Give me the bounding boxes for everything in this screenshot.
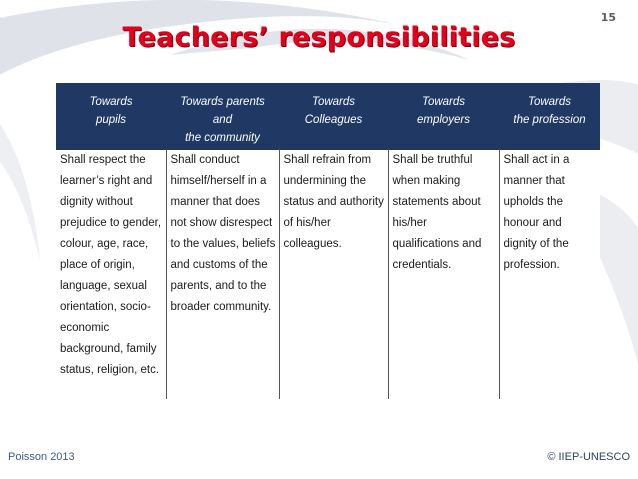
column-header bbox=[56, 83, 166, 150]
table-row bbox=[56, 150, 600, 399]
table-cell: Shall refrain from undermining the status and authority of his/her colleagues. bbox=[279, 150, 388, 399]
column-header-line: Colleagues bbox=[304, 114, 363, 126]
table-cell: Shall act in a manner that upholds the honour and dignity of the profession. bbox=[499, 150, 600, 399]
footer-author: Poisson 2013 bbox=[8, 451, 75, 463]
slide-title: Teachers’ responsibilities bbox=[122, 22, 516, 53]
table-cell: Shall conduct himself/herself in a manner that does not show disrespect to the values, beliefs and customs of the parents, and to the broader community. bbox=[166, 150, 279, 399]
column-header-line: Towards bbox=[311, 96, 356, 108]
table-header-row bbox=[56, 83, 600, 150]
table-cell: Shall be truthful when making statements about his/her qualifications and credentials. bbox=[388, 150, 499, 399]
footer-copyright: © IIEP-UNESCO bbox=[547, 451, 630, 463]
responsibilities-table bbox=[56, 83, 600, 399]
column-header-line: Towards bbox=[527, 96, 572, 108]
column-header-line: Towards bbox=[89, 96, 133, 108]
column-header bbox=[388, 83, 499, 150]
slide-number: 15 bbox=[600, 11, 616, 24]
column-header-line: and bbox=[212, 114, 233, 126]
column-header-line: Towards parents bbox=[180, 96, 265, 108]
column-header-line: the profession bbox=[513, 114, 586, 126]
column-header-line: pupils bbox=[95, 114, 127, 126]
table-cell: Shall respect the learner’s right and dignity without prejudice to gender, colour, age, race, place of origin, language, sexual orientation, socio-economic background, family status, religion, etc. bbox=[56, 150, 166, 399]
column-header bbox=[279, 83, 388, 150]
column-header-line: the community bbox=[185, 132, 260, 144]
column-header bbox=[166, 83, 279, 150]
column-header-line: Towards bbox=[421, 96, 466, 108]
column-header-line: employers bbox=[416, 114, 471, 126]
column-header bbox=[499, 83, 600, 150]
